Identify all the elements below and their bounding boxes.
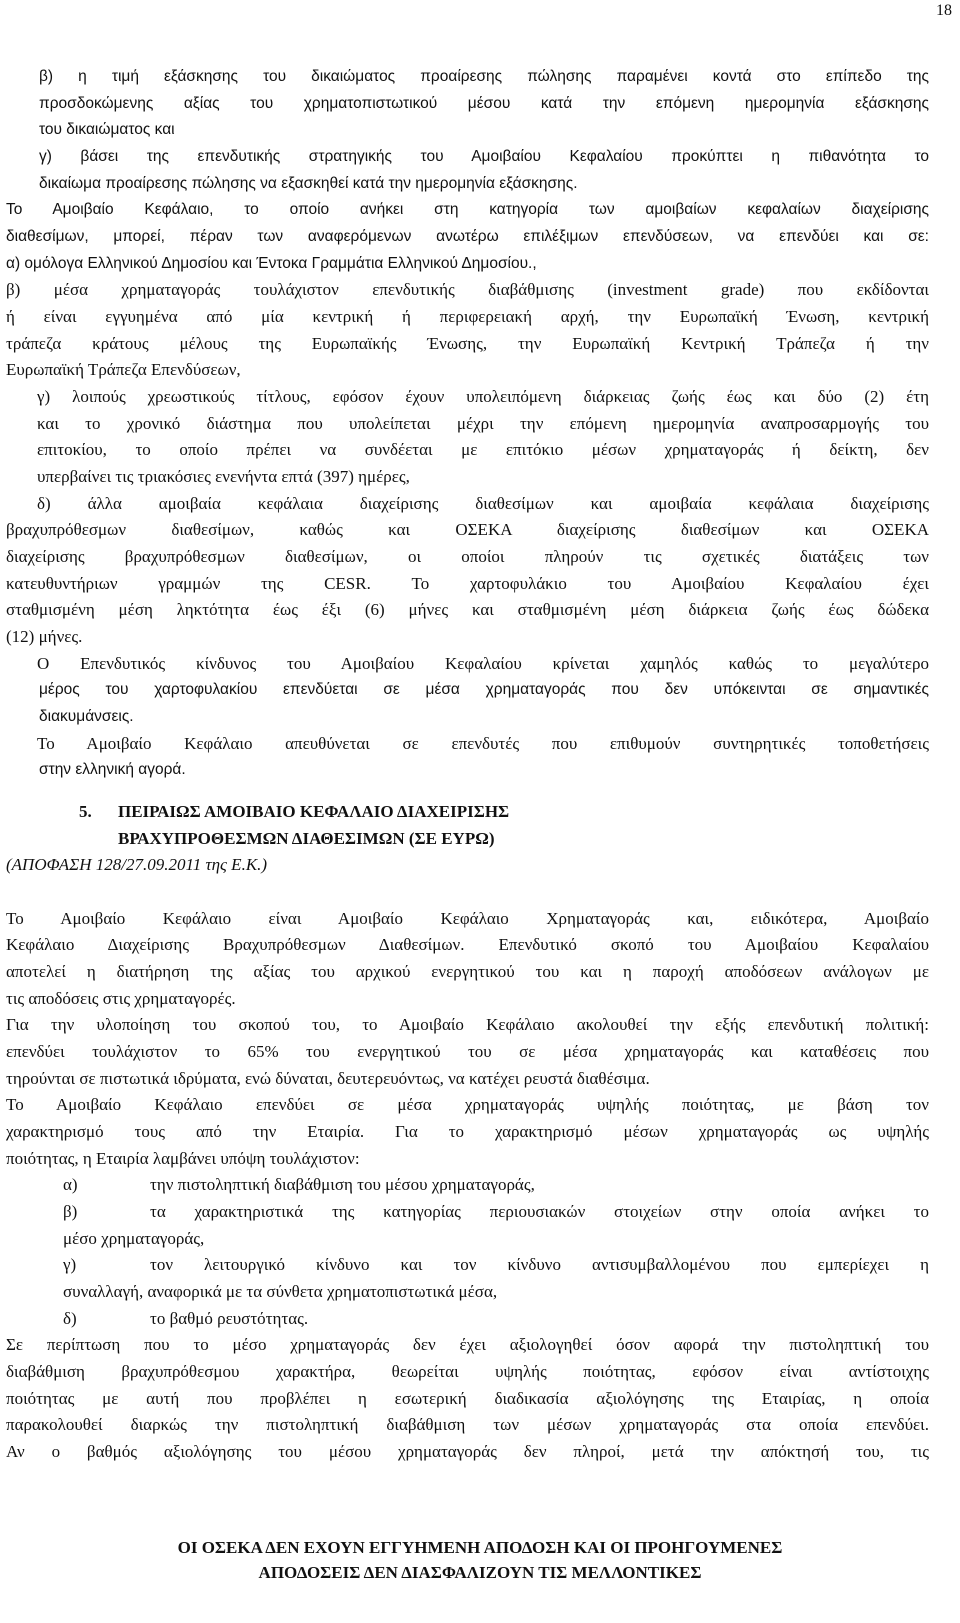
text-line: κατευθυντήριων γραμμών της CESR. Το χαρτοφυλάκιο του Αμοιβαίου Κεφαλαίου έχει xyxy=(6,574,929,593)
text-line: ή είναι εγγυημένα από μία κεντρική ή περιφερειακή αρχή, την Ευρωπαϊκή Ένωση, κεντρική xyxy=(6,307,929,326)
text-line: ποιότητας με αυτή που προβλέπει η εσωτερική διαδικασία αξιολόγησης της Εταιρίας, η οποία xyxy=(6,1389,929,1408)
text-line: τηρούνται σε πιστωτικά ιδρύματα, ενώ δύναται, δευτερευόντως, να κατέχει ρευστά διαθέσιμα. xyxy=(6,1069,650,1088)
text-line: προσδοκώμενης αξίας του χρηματοπιστωτικού μέσου κατά την επόμενη ημερομηνία εξάσκησης xyxy=(39,95,929,112)
text-line: και το χρονικό διάστημα που υπολείπεται μέχρι την επόμενη ημερομηνία αναπροσαρμογής του xyxy=(37,414,929,433)
text-line: διαθεσίμων, μπορεί, πέραν των αναφερόμενων ανωτέρω επιλέξιμων επενδύσεων, να επενδύει και σε: xyxy=(6,228,929,245)
text-line: επιτοκίου, το οποίο πρέπει να συνδέεται με επιτόκιο μέσων χρηματαγοράς ή δείκτη, δεν xyxy=(37,440,929,459)
text-line: χαρακτηρισμό τους από την Εταιρία. Για το χαρακτηρισμό μέσων χρηματαγοράς ως υψηλής xyxy=(6,1122,929,1141)
list-item: το βαθμό ρευστότητας. xyxy=(150,1309,309,1328)
footer-disclaimer: ΟΙ ΟΣΕΚΑ ΔΕΝ ΕΧΟΥΝ ΕΓΓΥΗΜΕΝΗ ΑΠΟΔΟΣΗ ΚΑΙ ΟΙ ΠΡΟΗΓΟΥΜΕΝΕΣ xyxy=(177,1538,783,1557)
section-heading: ΒΡΑΧΥΠΡΟΘΕΣΜΩΝ ΔΙΑΘΕΣΙΜΩΝ (ΣΕ ΕΥΡΩ) xyxy=(118,829,495,848)
text-line: ποιότητας, η Εταιρία λαμβάνει υπόψη τουλάχιστον: xyxy=(6,1149,360,1168)
text-line: Κεφάλαιο Διαχείρισης Βραχυπρόθεσμων Διαθεσίμων. Επενδυτικό σκοπό του Αμοιβαίου Κεφαλαίου xyxy=(6,935,929,954)
text-line: βραχυπρόθεσμων διαθεσίμων, καθώς και ΟΣΕΚΑ διαχείρισης διαθεσίμων και ΟΣΕΚΑ xyxy=(6,520,929,539)
section-number: 5. xyxy=(79,802,92,821)
text-line: Το Αμοιβαίο Κεφάλαιο επενδύει σε μέσα χρηματαγοράς υψηλής ποιότητας, με βάση τον xyxy=(6,1095,929,1114)
text-line: α) ομόλογα Ελληνικού Δημοσίου και Έντοκα Γραμμάτια Ελληνικού Δημοσίου., xyxy=(6,255,537,272)
text-line: Αν ο βαθμός αξιολόγησης του μέσου χρηματαγοράς δεν πληροί, μετά την απόκτησή του, τις xyxy=(6,1442,929,1461)
text-line: αποτελεί η διατήρηση της αξίας του αρχικού ενεργητικού του και η παροχή αποδόσεων ανάλογων με xyxy=(6,962,929,981)
list-marker: α) xyxy=(63,1175,78,1194)
text-line: τράπεζα κράτους μέλους της Ευρωπαϊκής Ένωσης, την Ευρωπαϊκή Κεντρική Τράπεζα ή την xyxy=(6,334,929,353)
text-line: β) η τιμή εξάσκησης του δικαιώματος προαίρεσης πώλησης παραμένει κοντά στο επίπεδο της xyxy=(39,68,929,85)
text-line: τις αποδόσεις στις χρηματαγορές. xyxy=(6,989,236,1008)
text-line: Σε περίπτωση που το μέσο χρηματαγοράς δεν έχει αξιολογηθεί όσον αφορά την πιστοληπτική του xyxy=(6,1335,929,1354)
text-line: σταθμισμένη μέση ληκτότητα έως έξι (6) μήνες και σταθμισμένη μέση διάρκεια ζωής έως δώδεκα xyxy=(6,600,929,619)
text-line: δ) άλλα αμοιβαία κεφάλαια διαχείρισης διαθεσίμων και αμοιβαία κεφάλαια διαχείρισης xyxy=(37,494,929,513)
decision-reference: (ΑΠΟΦΑΣΗ 128/27.09.2011 της Ε.Κ.) xyxy=(6,855,268,874)
list-item: συναλλαγή, αναφορικά με τα σύνθετα χρηματοπιστωτικά μέσα, xyxy=(63,1282,498,1301)
page-number: 18 xyxy=(936,2,952,19)
text-line: διακυμάνσεις. xyxy=(39,708,134,725)
text-line: Το Αμοιβαίο Κεφάλαιο απευθύνεται σε επενδυτές που επιθυμούν συντηρητικές τοποθετήσεις xyxy=(37,734,929,753)
text-line: υπερβαίνει τις τριακόσιες ενενήντα επτά (397) ημέρες, xyxy=(37,467,410,486)
text-line: β) μέσα χρηματαγοράς τουλάχιστον επενδυτικής διαβάθμισης (investment grade) που εκδίδονται xyxy=(6,280,929,299)
text-line: Ευρωπαϊκή Τράπεζα Επενδύσεων, xyxy=(6,360,241,379)
section-heading: ΠΕΙΡΑΙΩΣ ΑΜΟΙΒΑΙΟ ΚΕΦΑΛΑΙΟ ΔΙΑΧΕΙΡΙΣΗΣ xyxy=(118,802,510,821)
list-item: την πιστοληπτική διαβάθμιση του μέσου χρηματαγοράς, xyxy=(150,1175,535,1194)
text-line: γ) βάσει της επενδυτικής στρατηγικής του Αμοιβαίου Κεφαλαίου προκύπτει η πιθανότητα το xyxy=(39,148,929,165)
list-item: μέσο χρηματαγοράς, xyxy=(63,1229,205,1248)
text-line: διαβάθμιση βραχυπρόθεσμου χαρακτήρα, θεωρείται υψηλής ποιότητας, εφόσον είναι αντίστοιχης xyxy=(6,1362,929,1381)
text-line: μέρος του χαρτοφυλακίου επενδύεται σε μέσα χρηματαγοράς που δεν υπόκεινται σε σημαντικές xyxy=(39,681,929,698)
text-line: (12) μήνες. xyxy=(6,627,83,646)
text-line: του δικαιώματος και xyxy=(39,121,175,138)
text-line: γ) λοιπούς χρεωστικούς τίτλους, εφόσον έχουν υπολειπόμενη διάρκειας ζωής έως και δύο (2) έτη xyxy=(37,387,929,406)
text-line: Ο Επενδυτικός κίνδυνος του Αμοιβαίου Κεφαλαίου κρίνεται χαμηλός καθώς το μεγαλύτερο xyxy=(37,654,929,673)
text-line: Το Αμοιβαίο Κεφάλαιο είναι Αμοιβαίο Κεφάλαιο Χρηματαγοράς και, ειδικότερα, Αμοιβαίο xyxy=(6,909,929,928)
list-marker: δ) xyxy=(63,1309,77,1328)
list-item: τα χαρακτηριστικά της κατηγορίας περιουσιακών στοιχείων στην οποία ανήκει το xyxy=(150,1202,929,1221)
text-line: δικαίωμα προαίρεσης πώλησης να εξασκηθεί κατά την ημερομηνία εξάσκησης. xyxy=(39,175,578,192)
text-line: παρακολουθεί διαρκώς την πιστοληπτική διαβάθμιση των μέσων χρηματαγοράς στα οποία επενδύει. xyxy=(6,1415,929,1434)
text-line: διαχείρισης βραχυπρόθεσμων διαθεσίμων, οι οποίοι πληρούν τις σχετικές διατάξεις των xyxy=(6,547,929,566)
text-line: Για την υλοποίηση του σκοπού του, το Αμοιβαίο Κεφάλαιο ακολουθεί την εξής επενδυτική πολιτική: xyxy=(6,1015,929,1034)
list-marker: γ) xyxy=(63,1255,77,1274)
text-line: Το Αμοιβαίο Κεφάλαιο, το οποίο ανήκει στη κατηγορία των αμοιβαίων κεφαλαίων διαχείρισης xyxy=(6,201,929,218)
list-marker: β) xyxy=(63,1202,78,1221)
text-line: στην ελληνική αγορά. xyxy=(39,761,186,778)
text-line: επενδύει τουλάχιστον το 65% του ενεργητικού του σε μέσα χρηματαγοράς και καταθέσεις που xyxy=(6,1042,929,1061)
list-item: τον λειτουργικό κίνδυνο και τον κίνδυνο αντισυμβαλλομένου που εμπερίεχει η xyxy=(150,1255,929,1274)
footer-disclaimer: ΑΠΟΔΟΣΕΙΣ ΔΕΝ ΔΙΑΣΦΑΛΙΖΟΥΝ ΤΙΣ ΜΕΛΛΟΝΤΙΚΕΣ xyxy=(258,1563,702,1582)
